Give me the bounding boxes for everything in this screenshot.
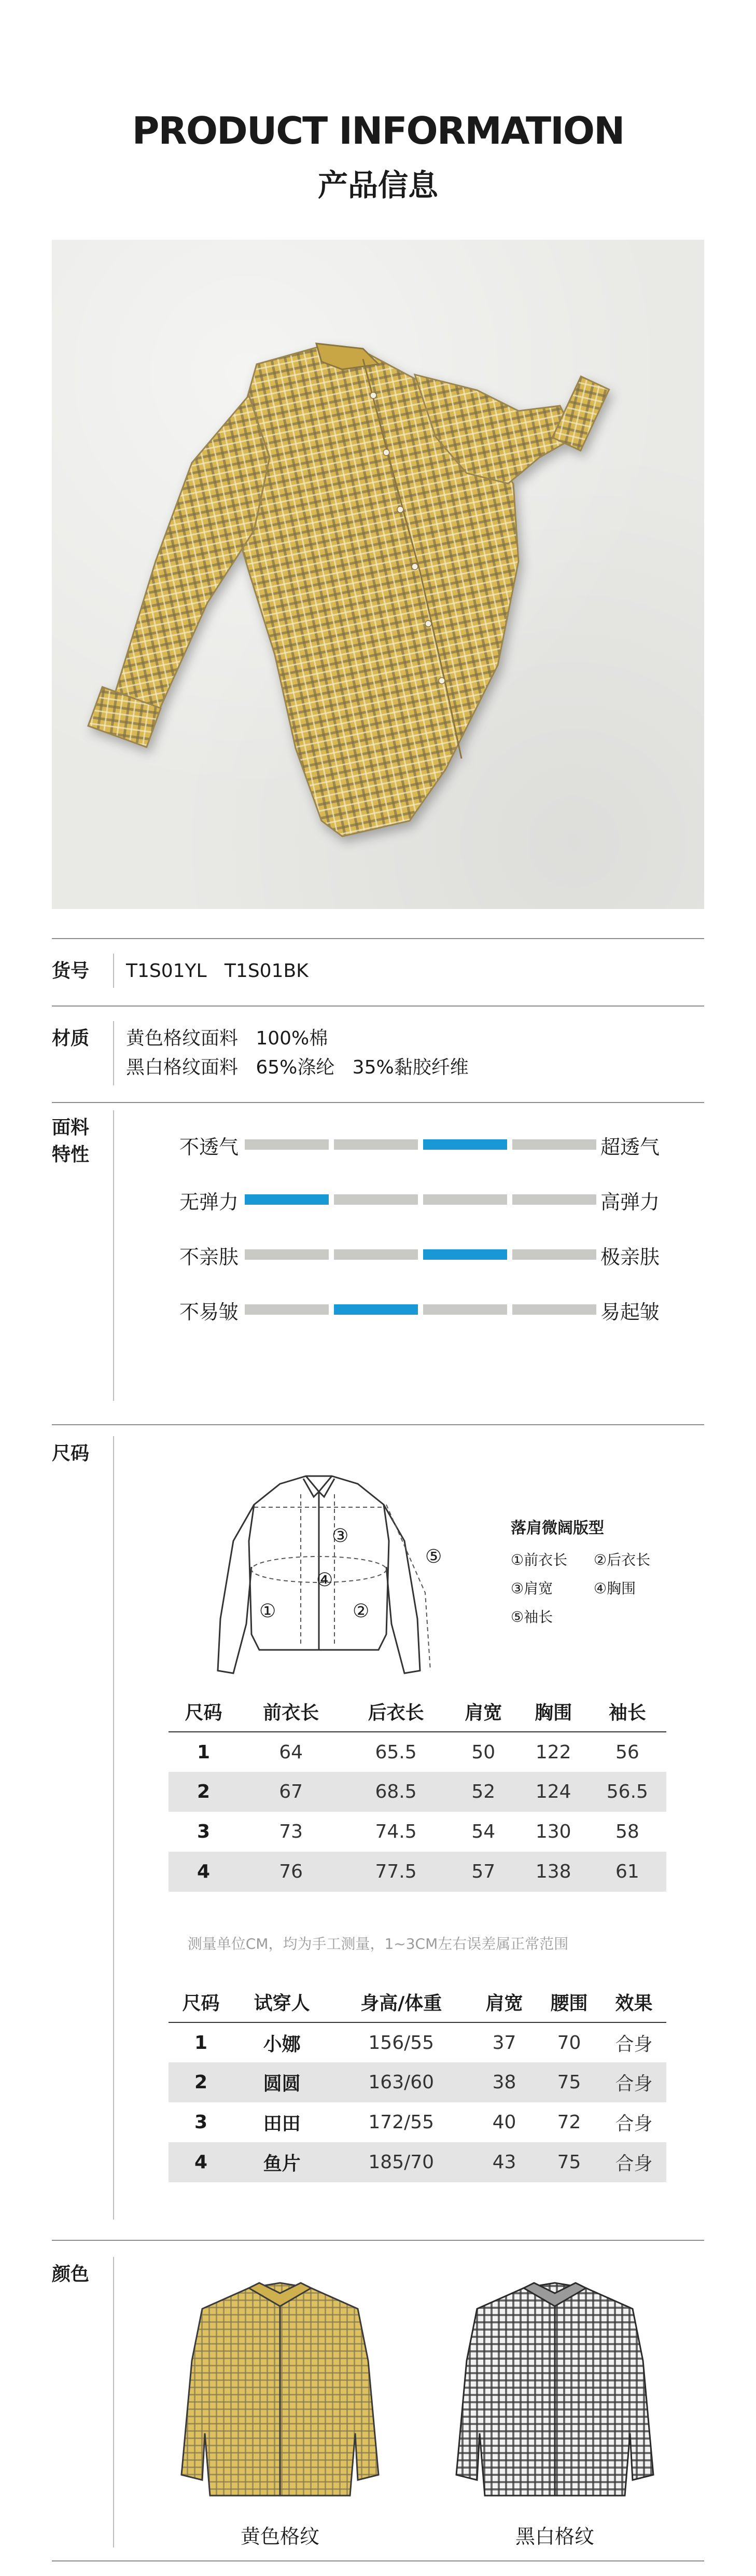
fabric-label-line1: 面料 bbox=[52, 1117, 90, 1138]
fabric-row-right-label: 易起皱 bbox=[600, 1301, 660, 1324]
level-indicator bbox=[512, 1304, 596, 1315]
fabric-row-right-label: 高弹力 bbox=[600, 1191, 660, 1214]
table-cell: 3 bbox=[169, 2102, 233, 2142]
material-line-1: 黄色格纹面料 100%棉 bbox=[126, 1028, 328, 1049]
table-cell: 3 bbox=[169, 1812, 239, 1852]
table-cell: 172/55 bbox=[330, 2102, 472, 2142]
table-cell: 156/55 bbox=[330, 2022, 472, 2062]
tryon-table-header bbox=[169, 1982, 666, 2022]
fabric-label-line2: 特性 bbox=[52, 1144, 90, 1165]
table-row bbox=[169, 1732, 666, 1772]
table-row bbox=[169, 1772, 666, 1812]
divider bbox=[52, 1424, 704, 1425]
material-line-2: 黑白格纹面料 65%涤纶 35%黏胶纤维 bbox=[126, 1057, 469, 1078]
table-cell: 74.5 bbox=[343, 1812, 448, 1852]
item-no-label: 货号 bbox=[52, 960, 90, 982]
column-header: 后衣长 bbox=[368, 1702, 424, 1724]
level-indicator bbox=[512, 1194, 596, 1205]
divider bbox=[52, 2240, 704, 2241]
column-header: 尺码 bbox=[182, 1993, 220, 2014]
yellow-plaid-shirt-image bbox=[52, 240, 704, 909]
marker-1: ① bbox=[259, 1601, 276, 1622]
shirt-outline-icon bbox=[207, 1463, 477, 1681]
table-row bbox=[169, 1852, 666, 1892]
level-indicator bbox=[334, 1139, 418, 1150]
table-cell: 合身 bbox=[601, 2102, 666, 2142]
table-cell: 合身 bbox=[601, 2022, 666, 2062]
table-cell: 38 bbox=[472, 2062, 537, 2102]
fabric-row-left-label: 不易皱 bbox=[179, 1301, 239, 1324]
column-header: 腰围 bbox=[550, 1993, 588, 2014]
table-row bbox=[169, 2022, 666, 2062]
column-header: 尺码 bbox=[185, 1702, 222, 1724]
column-header: 效果 bbox=[615, 1993, 653, 2014]
level-indicator-active bbox=[423, 1249, 507, 1260]
fabric-row-right-label: 超透气 bbox=[600, 1136, 660, 1159]
page-title-en: PRODUCT INFORMATION bbox=[132, 109, 624, 153]
divider bbox=[52, 1102, 704, 1103]
level-indicator bbox=[334, 1194, 418, 1205]
table-cell: 70 bbox=[537, 2022, 601, 2062]
column-header: 袖长 bbox=[608, 1702, 646, 1724]
tryon-table bbox=[169, 1982, 666, 2182]
column-header: 试穿人 bbox=[254, 1993, 310, 2014]
legend-item-5: ⑤袖长 bbox=[511, 1608, 553, 1626]
table-cell: 小娜 bbox=[233, 2022, 330, 2062]
legend-item-1: ①前衣长 bbox=[511, 1551, 568, 1568]
table-cell: 圆圆 bbox=[233, 2062, 330, 2102]
column-divider bbox=[113, 1436, 114, 2220]
column-header: 身高/体重 bbox=[360, 1993, 442, 2014]
level-indicator-active bbox=[245, 1194, 329, 1205]
table-cell: 76 bbox=[239, 1852, 343, 1892]
fabric-row-right-label: 极亲肤 bbox=[600, 1246, 660, 1269]
fit-title: 落肩微阔版型 bbox=[511, 1519, 604, 1537]
color-option-yellow-plaid[interactable] bbox=[150, 2278, 410, 2511]
page-title-cn: 产品信息 bbox=[317, 168, 438, 203]
legend-item-4: ④胸围 bbox=[594, 1580, 636, 1597]
table-cell: 65.5 bbox=[343, 1732, 448, 1772]
table-cell: 124 bbox=[519, 1772, 589, 1812]
level-indicator-active bbox=[334, 1304, 418, 1315]
table-cell: 68.5 bbox=[343, 1772, 448, 1812]
table-cell: 37 bbox=[472, 2022, 537, 2062]
table-cell: 2 bbox=[169, 1772, 239, 1812]
fabric-row-left-label: 不亲肤 bbox=[179, 1246, 239, 1269]
table-cell: 64 bbox=[239, 1732, 343, 1772]
color-label: 颜色 bbox=[52, 2264, 90, 2285]
color-name-yellow: 黄色格纹 bbox=[240, 2525, 319, 2548]
table-row bbox=[169, 2062, 666, 2102]
table-cell: 138 bbox=[519, 1852, 589, 1892]
table-cell: 130 bbox=[519, 1812, 589, 1852]
table-cell: 122 bbox=[519, 1732, 589, 1772]
column-divider bbox=[113, 954, 114, 988]
product-photo bbox=[52, 240, 704, 909]
table-cell: 40 bbox=[472, 2102, 537, 2142]
level-indicator bbox=[423, 1194, 507, 1205]
divider bbox=[52, 2560, 704, 2561]
table-row bbox=[169, 2102, 666, 2142]
level-indicator-active bbox=[423, 1139, 507, 1150]
column-header: 前衣长 bbox=[263, 1702, 319, 1724]
table-cell: 61 bbox=[589, 1852, 666, 1892]
item-no-value: T1S01YL T1S01BK bbox=[126, 960, 309, 982]
marker-4: ④ bbox=[316, 1569, 333, 1591]
fabric-row-left-label: 不透气 bbox=[179, 1136, 239, 1159]
size-table-header bbox=[169, 1691, 666, 1732]
measurement-note: 测量单位CM，均为手工测量，1~3CM左右误差属正常范围 bbox=[187, 1935, 569, 1952]
column-header: 肩宽 bbox=[465, 1702, 502, 1724]
divider bbox=[52, 938, 704, 939]
column-header: 胸围 bbox=[535, 1702, 572, 1724]
table-cell: 合身 bbox=[601, 2142, 666, 2182]
column-divider bbox=[113, 2257, 114, 2547]
level-indicator bbox=[512, 1249, 596, 1260]
fabric-row-left-label: 无弹力 bbox=[179, 1191, 239, 1214]
table-cell: 73 bbox=[239, 1812, 343, 1852]
level-indicator bbox=[245, 1304, 329, 1315]
table-cell: 2 bbox=[169, 2062, 233, 2102]
table-row bbox=[169, 2142, 666, 2182]
table-cell: 75 bbox=[537, 2142, 601, 2182]
column-divider bbox=[113, 1021, 114, 1085]
table-cell: 72 bbox=[537, 2102, 601, 2142]
shirt-measurement-diagram bbox=[207, 1463, 477, 1681]
table-cell: 57 bbox=[449, 1852, 519, 1892]
marker-5: ⑤ bbox=[425, 1546, 442, 1567]
table-cell: 52 bbox=[449, 1772, 519, 1812]
column-header: 肩宽 bbox=[485, 1993, 523, 2014]
size-table bbox=[169, 1691, 666, 1892]
table-cell: 185/70 bbox=[330, 2142, 472, 2182]
table-cell: 58 bbox=[589, 1812, 666, 1852]
yellow-plaid-shirt-icon bbox=[150, 2278, 410, 2511]
color-name-black-white: 黑白格纹 bbox=[515, 2525, 594, 2548]
table-cell: 4 bbox=[169, 1852, 239, 1892]
color-option-black-white-plaid[interactable] bbox=[425, 2278, 684, 2511]
table-cell: 鱼片 bbox=[233, 2142, 330, 2182]
size-label: 尺码 bbox=[52, 1443, 90, 1464]
table-cell: 163/60 bbox=[330, 2062, 472, 2102]
divider bbox=[52, 1005, 704, 1007]
marker-2: ② bbox=[353, 1601, 370, 1622]
table-cell: 合身 bbox=[601, 2062, 666, 2102]
level-indicator bbox=[245, 1139, 329, 1150]
table-cell: 1 bbox=[169, 1732, 239, 1772]
table-cell: 56 bbox=[589, 1732, 666, 1772]
level-indicator bbox=[334, 1249, 418, 1260]
table-cell: 50 bbox=[449, 1732, 519, 1772]
black-white-plaid-shirt-icon bbox=[425, 2278, 684, 2511]
legend-item-3: ③肩宽 bbox=[511, 1580, 553, 1597]
table-cell: 4 bbox=[169, 2142, 233, 2182]
table-cell: 75 bbox=[537, 2062, 601, 2102]
material-label: 材质 bbox=[52, 1028, 90, 1049]
level-indicator bbox=[423, 1304, 507, 1315]
table-cell: 77.5 bbox=[343, 1852, 448, 1892]
table-cell: 56.5 bbox=[589, 1772, 666, 1812]
legend-item-2: ②后衣长 bbox=[594, 1551, 651, 1568]
table-cell: 1 bbox=[169, 2022, 233, 2062]
table-cell: 54 bbox=[449, 1812, 519, 1852]
marker-3: ③ bbox=[332, 1525, 349, 1547]
table-cell: 田田 bbox=[233, 2102, 330, 2142]
table-cell: 67 bbox=[239, 1772, 343, 1812]
column-divider bbox=[113, 1110, 114, 1401]
level-indicator bbox=[512, 1139, 596, 1150]
table-cell: 43 bbox=[472, 2142, 537, 2182]
level-indicator bbox=[245, 1249, 329, 1260]
table-row bbox=[169, 1812, 666, 1852]
